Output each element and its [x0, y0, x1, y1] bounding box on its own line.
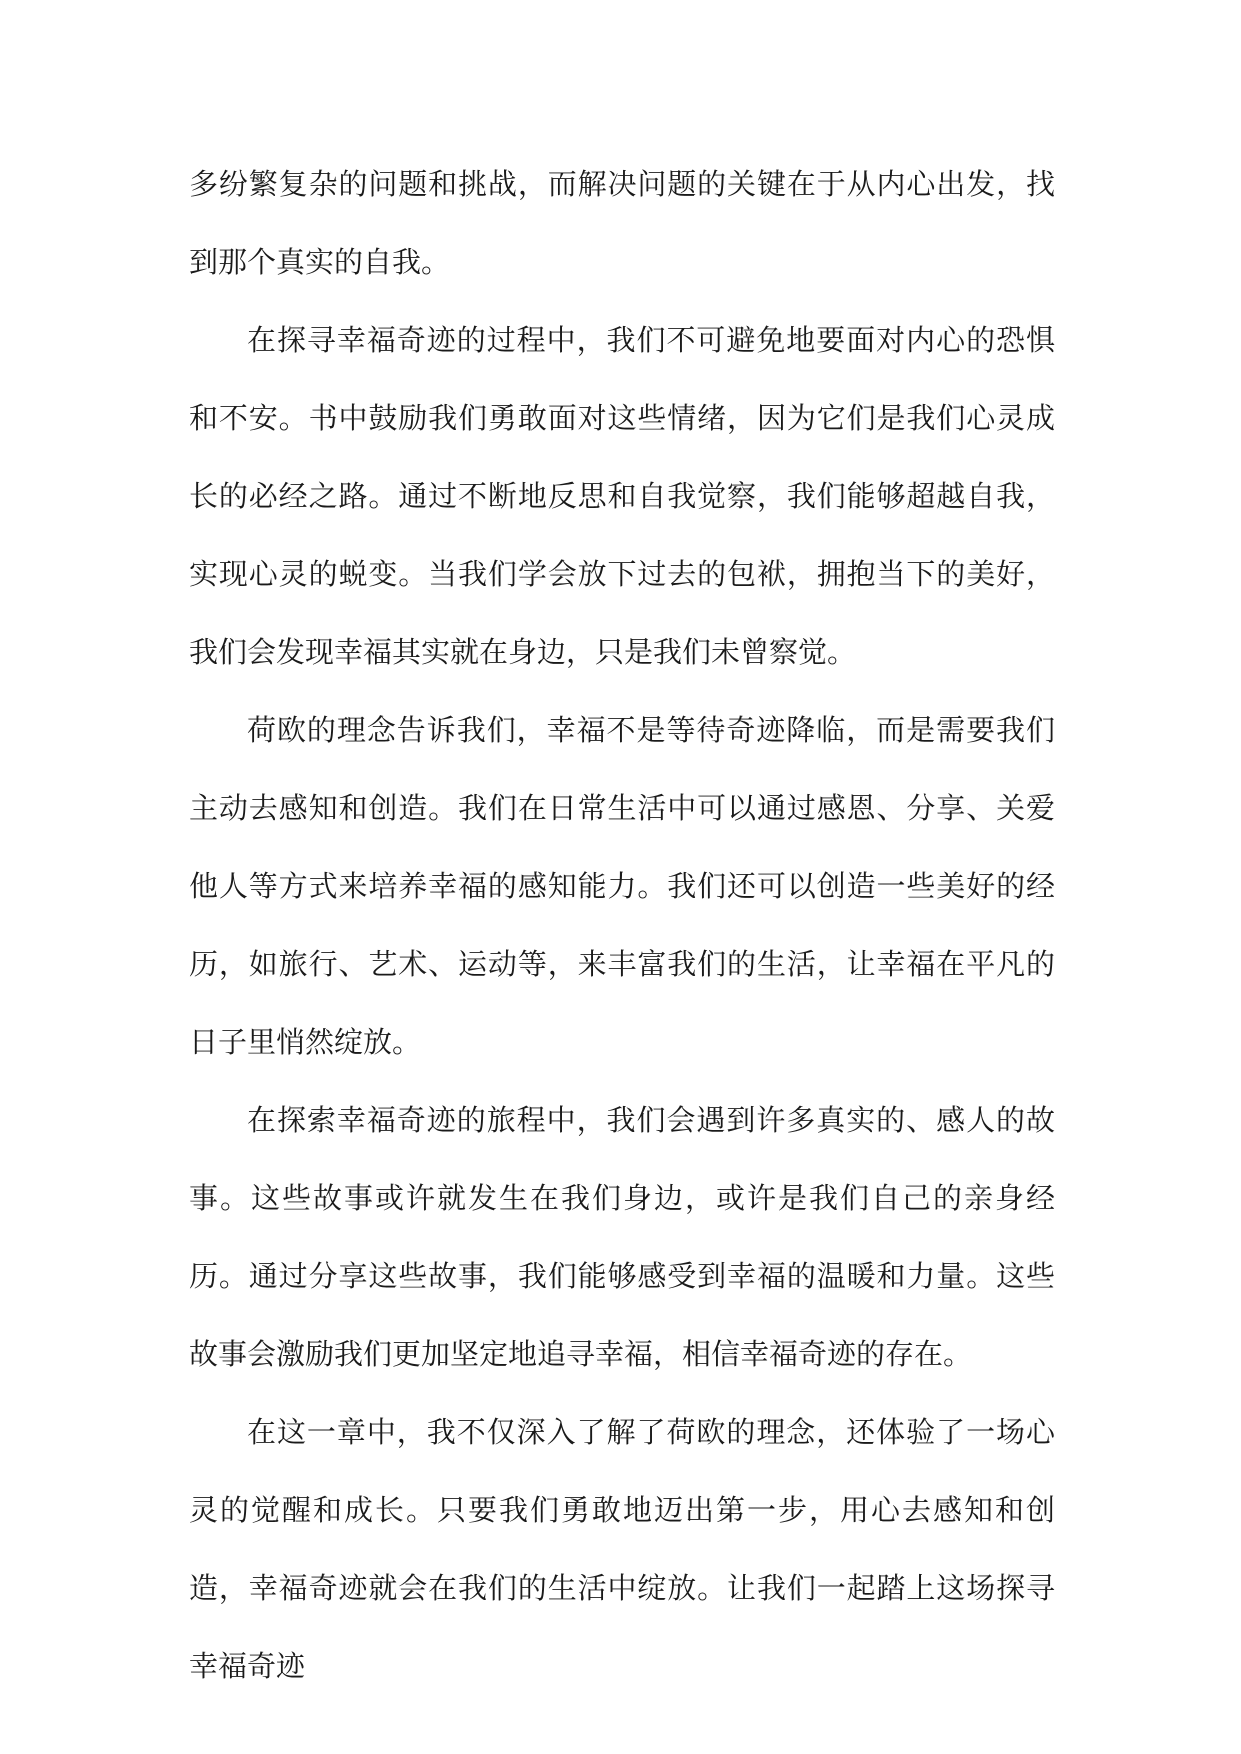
paragraph-continued: 多纷繁复杂的问题和挑战，而解决问题的关键在于从内心出发，找到那个真实的自我。	[189, 167, 1055, 279]
paragraph: 在探寻幸福奇迹的过程中，我们不可避免地要面对内心的恐惧和不安。书中鼓励我们勇敢面对这些情绪，因为它们是我们心灵成长的必经之路。通过不断地反思和自我觉察，我们能够超越自我，实现心灵的蜕变。当我们学会放下过去的包袱，拥抱当下的美好，我们会发现幸福其实就在身边，只是我们未曾察觉。	[189, 323, 1055, 669]
paragraph: 在探索幸福奇迹的旅程中，我们会遇到许多真实的、感人的故事。这些故事或许就发生在我们身边，或许是我们自己的亲身经历。通过分享这些故事，我们能够感受到幸福的温暖和力量。这些故事会激励我们更加坚定地追寻幸福，相信幸福奇迹的存在。	[189, 1103, 1055, 1371]
paragraph: 在这一章中，我不仅深入了解了荷欧的理念，还体验了一场心灵的觉醒和成长。只要我们勇敢地迈出第一步，用心去感知和创造，幸福奇迹就会在我们的生活中绽放。让我们一起踏上这场探寻幸福奇迹	[189, 1415, 1055, 1683]
paragraph: 荷欧的理念告诉我们，幸福不是等待奇迹降临，而是需要我们主动去感知和创造。我们在日常生活中可以通过感恩、分享、关爱他人等方式来培养幸福的感知能力。我们还可以创造一些美好的经历，如旅行、艺术、运动等，来丰富我们的生活，让幸福在平凡的日子里悄然绽放。	[189, 713, 1055, 1059]
document-body	[189, 145, 1055, 1705]
